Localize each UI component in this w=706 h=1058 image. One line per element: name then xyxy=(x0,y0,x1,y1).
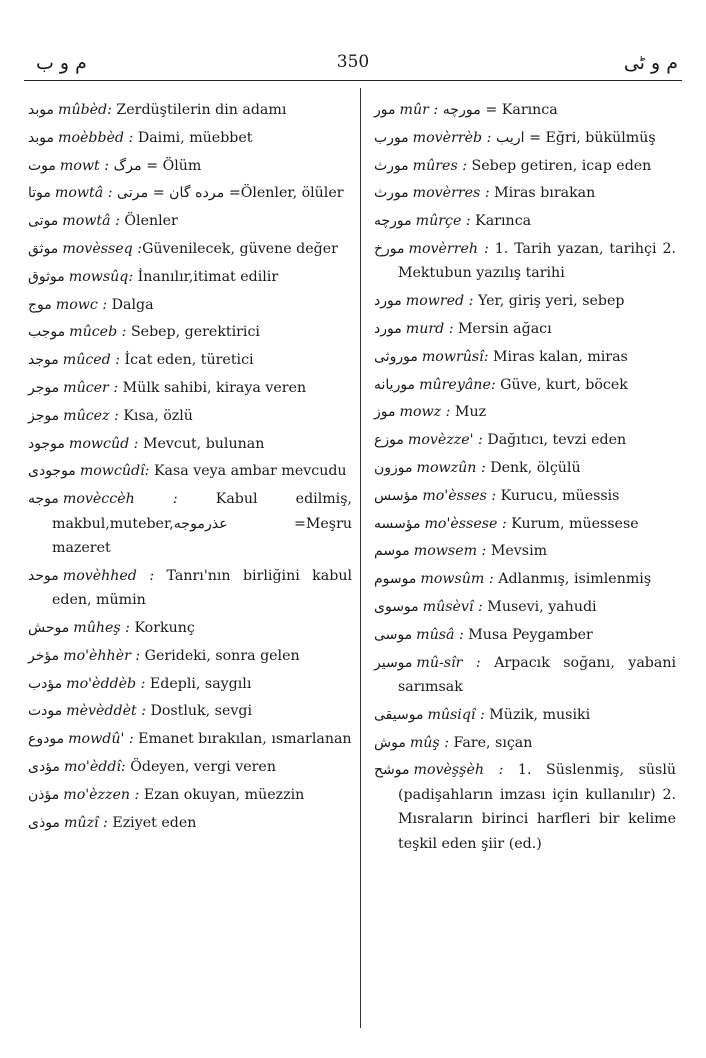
entry-headword: mèvèddèt : xyxy=(66,703,146,720)
dictionary-entry xyxy=(28,783,352,807)
entry-arabic-script: موشح xyxy=(374,762,410,779)
entry-definition: Dalga xyxy=(107,296,154,313)
entry-headword: movèzze' : xyxy=(407,432,483,449)
dictionary-entry xyxy=(28,320,352,344)
entry-headword: mowz : xyxy=(399,404,451,421)
entry-definition: مورچه = Karınca xyxy=(438,102,558,118)
entry-arabic-script: مورث xyxy=(374,157,409,174)
dictionary-entry xyxy=(374,623,676,647)
entry-arabic-script: موبد xyxy=(28,129,54,146)
dictionary-entry xyxy=(28,293,352,317)
entry-headword: murd : xyxy=(405,320,454,337)
dictionary-entry xyxy=(374,731,676,755)
entry-definition: Adlanmış, isimlenmiş xyxy=(493,571,652,588)
entry-arabic-script: مؤسسه xyxy=(374,515,421,532)
entry-arabic-script: موزع xyxy=(374,432,404,449)
entry-arabic-script: موحد xyxy=(28,567,59,584)
left-column xyxy=(28,98,352,838)
dictionary-entry xyxy=(374,651,676,700)
page-header xyxy=(28,52,678,76)
dictionary-entry xyxy=(374,237,676,286)
entry-definition: Miras kalan, miras xyxy=(488,348,628,365)
entry-headword: movèrreh : xyxy=(408,240,489,257)
entry-headword: mo'èddî: xyxy=(63,758,126,775)
entry-arabic-script: موسیقی xyxy=(374,706,424,723)
header-left-letters: م و ب xyxy=(36,52,87,74)
entry-arabic-script: موزون xyxy=(374,459,413,476)
entry-headword: mûres : xyxy=(412,157,468,174)
entry-definition: Mülk sahibi, kiraya veren xyxy=(118,379,307,396)
dictionary-entry xyxy=(374,484,676,508)
entry-definition: Güvenilecek, güvene değer xyxy=(142,240,338,257)
entry-definition: Musevi, yahudi xyxy=(482,598,597,615)
entry-definition: Daimi, müebbet xyxy=(133,129,253,146)
entry-definition: Miras bırakan xyxy=(489,185,596,202)
entry-arabic-script: موجر xyxy=(28,379,60,396)
entry-headword: moèbbèd : xyxy=(57,129,134,146)
dictionary-entry xyxy=(374,456,676,480)
entry-headword: movèccèh : xyxy=(62,491,178,508)
entry-definition: Mevcut, bulunan xyxy=(138,435,265,452)
dictionary-entry xyxy=(374,209,676,233)
entry-definition: Edepli, saygılı xyxy=(145,675,252,692)
dictionary-entry xyxy=(28,209,352,233)
entry-definition: Güve, kurt, böcek xyxy=(495,376,628,393)
page-number: 350 xyxy=(336,52,370,72)
entry-definition: Dostluk, sevgi xyxy=(145,703,252,720)
dictionary-entry xyxy=(374,181,676,205)
entry-headword: mowdû' : xyxy=(68,731,134,748)
dictionary-entry xyxy=(374,154,676,178)
entry-arabic-script: مورد xyxy=(374,320,402,337)
entry-arabic-script: مورث xyxy=(374,185,409,202)
entry-arabic-script: موش xyxy=(374,734,406,751)
right-column xyxy=(374,98,676,859)
entry-definition: Sebep getiren, icap eden xyxy=(467,157,652,174)
dictionary-entry xyxy=(28,154,352,178)
dictionary-entry xyxy=(374,512,676,536)
entry-arabic-script: مورچه xyxy=(374,213,412,230)
entry-arabic-script: موز xyxy=(374,404,396,421)
entry-definition: Kasa veya ambar mevcudu xyxy=(149,463,347,480)
entry-arabic-script: موسیر xyxy=(374,654,413,671)
entry-definition: Sebep, gerektirici xyxy=(126,324,260,341)
entry-definition: Muz xyxy=(450,404,487,421)
entry-arabic-script: موتا xyxy=(28,185,51,202)
entry-definition: Korkunç xyxy=(129,619,195,636)
entry-arabic-script: موجب xyxy=(28,324,66,341)
entry-headword: movèsseq : xyxy=(62,240,143,257)
entry-headword: mûş : xyxy=(409,734,449,751)
entry-arabic-script: موتی xyxy=(28,213,59,230)
entry-headword: mûreyâne: xyxy=(419,376,496,393)
column-divider xyxy=(360,88,361,1028)
dictionary-entry xyxy=(374,317,676,341)
entry-arabic-script: مودت xyxy=(28,703,63,720)
entry-headword: mûsâ : xyxy=(416,626,464,643)
dictionary-entry xyxy=(374,595,676,619)
entry-headword: mûcer : xyxy=(63,379,119,396)
entry-definition: Kurum, müessese xyxy=(506,515,639,532)
entry-arabic-script: موجه xyxy=(28,491,59,508)
dictionary-entry xyxy=(374,703,676,727)
entry-definition: Kabul edilmiş, makbul,muteber,عذرموجه =Meşru mazeret xyxy=(52,491,353,556)
entry-headword: mowcûdî: xyxy=(79,463,150,480)
dictionary-entry xyxy=(28,348,352,372)
dictionary-entry xyxy=(28,811,352,835)
entry-arabic-script: موجود xyxy=(28,435,65,452)
entry-arabic-script: مودوع xyxy=(28,731,65,748)
entry-definition: Eziyet eden xyxy=(107,814,197,831)
entry-headword: mûr : xyxy=(399,102,439,118)
dictionary-entry xyxy=(374,289,676,313)
entry-headword: mowrûsî: xyxy=(421,348,489,365)
entry-arabic-script: موثق xyxy=(28,240,59,257)
entry-definition: Arpacık soğanı, yabani sarımsak xyxy=(398,654,676,695)
entry-headword: mowzûn : xyxy=(416,459,486,476)
dictionary-entry xyxy=(374,373,676,397)
entry-arabic-script: مورب xyxy=(374,129,409,146)
entry-arabic-script: موسوم xyxy=(374,571,417,588)
entry-definition: Müzik, musiki xyxy=(484,706,591,723)
entry-definition: 1. Süslenmiş, süslü (padişahların imzası için kullanılır) 2. Mısraların birinci harfleri bir kelime teşkil eden şiir (ed.) xyxy=(398,762,676,852)
entry-arabic-script: مؤدب xyxy=(28,675,63,692)
entry-definition: Musa Peygamber xyxy=(463,626,593,643)
dictionary-entry xyxy=(28,376,352,400)
entry-definition: Ölenler xyxy=(119,213,178,230)
dictionary-entry xyxy=(374,758,676,856)
entry-definition: Zerdüştilerin din adamı xyxy=(111,102,287,118)
entry-arabic-script: مؤسس xyxy=(374,487,419,504)
entry-definition: Denk, ölçülü xyxy=(485,459,581,476)
dictionary-entry xyxy=(28,672,352,696)
entry-definition: اریب = Eğri, bükülmüş xyxy=(491,129,656,146)
entry-headword: mo'èzzen : xyxy=(63,786,140,803)
dictionary-entry xyxy=(28,98,352,122)
header-rule xyxy=(24,80,682,81)
dictionary-entry xyxy=(374,98,676,122)
dictionary-entry xyxy=(28,564,352,613)
dictionary-entry xyxy=(28,699,352,723)
entry-headword: mowsûq: xyxy=(68,268,134,285)
entry-arabic-script: موجز xyxy=(28,407,60,424)
entry-headword: mowt : xyxy=(59,157,110,174)
entry-arabic-script: موجودی xyxy=(28,463,76,480)
entry-arabic-script: موثوق xyxy=(28,268,65,285)
entry-headword: mûzî : xyxy=(63,814,108,831)
entry-headword: mo'èssese : xyxy=(424,515,507,532)
entry-definition: Karınca xyxy=(470,213,532,230)
entry-arabic-script: موریانه xyxy=(374,376,416,393)
entry-definition: Kısa, özlü xyxy=(118,407,193,424)
entry-arabic-script: مؤخر xyxy=(28,647,60,664)
entry-definition: İnanılır,itimat edilir xyxy=(133,268,279,285)
entry-headword: movèhhed : xyxy=(62,567,155,584)
entry-arabic-script: موروثی xyxy=(374,348,418,365)
dictionary-entry xyxy=(28,237,352,261)
dictionary-entry xyxy=(374,539,676,563)
entry-headword: mo'èhhèr : xyxy=(63,647,141,664)
entry-headword: mowsem : xyxy=(413,543,487,560)
header-right-letters: م و ٹی xyxy=(623,52,678,74)
entry-headword: mowred : xyxy=(405,293,474,310)
entry-arabic-script: موجد xyxy=(28,352,59,369)
entry-headword: mûced : xyxy=(62,352,121,369)
dictionary-entry xyxy=(28,755,352,779)
entry-definition: Fare, sıçan xyxy=(449,734,533,751)
entry-definition: 1. Tarih yazan, tarihçi 2. Mektubun yazılış tarihi xyxy=(398,240,676,282)
entry-headword: movèrrèb : xyxy=(412,129,492,146)
dictionary-entry xyxy=(374,400,676,424)
dictionary-entry xyxy=(28,404,352,428)
entry-arabic-script: مورخ xyxy=(374,240,405,257)
entry-arabic-script: مورد xyxy=(374,293,402,310)
dictionary-entry xyxy=(28,459,352,483)
entry-headword: mû-sîr : xyxy=(416,654,481,671)
entry-headword: mûsiqî : xyxy=(427,706,485,723)
entry-headword: mowcûd : xyxy=(68,435,139,452)
entry-arabic-script: موحش xyxy=(28,619,70,636)
entry-headword: mowsûm : xyxy=(420,571,494,588)
entry-headword: mo'èsses : xyxy=(422,487,497,504)
entry-headword: mûceb : xyxy=(69,324,127,341)
entry-definition: Kurucu, müessis xyxy=(496,487,620,504)
dictionary-entry xyxy=(374,126,676,150)
dictionary-entry xyxy=(28,265,352,289)
dictionary-entry xyxy=(28,644,352,668)
entry-headword: mûrçe : xyxy=(415,213,471,230)
dictionary-entry xyxy=(374,567,676,591)
entry-arabic-script: مؤذن xyxy=(28,786,60,803)
entry-arabic-script: مور xyxy=(374,102,396,118)
entry-headword: mo'èddèb : xyxy=(66,675,146,692)
entry-definition: Gerideki, sonra gelen xyxy=(140,647,300,664)
dictionary-entry xyxy=(28,616,352,640)
entry-headword: mûbèd: xyxy=(57,102,112,118)
entry-definition: مرگ = Ölüm xyxy=(109,157,202,174)
entry-headword: mûcez : xyxy=(63,407,119,424)
entry-arabic-script: مؤدی xyxy=(28,758,60,775)
entry-definition: Ezan okuyan, müezzin xyxy=(139,786,305,803)
entry-headword: mûheş : xyxy=(73,619,130,636)
dictionary-entry xyxy=(28,126,352,150)
dictionary-entry xyxy=(28,432,352,456)
entry-headword: movèşşèh : xyxy=(413,762,504,779)
entry-arabic-script: موج xyxy=(28,296,52,313)
entry-definition: مرده گان = مرتی =Ölenler, ölüler xyxy=(112,185,344,202)
dictionary-entry xyxy=(374,345,676,369)
entry-arabic-script: موذی xyxy=(28,814,60,831)
entry-definition: Emanet bırakılan, ısmarlanan xyxy=(133,731,352,748)
entry-definition: Yer, giriş yeri, sebep xyxy=(473,293,625,310)
entry-arabic-script: موبد xyxy=(28,102,54,118)
entry-definition: Mevsim xyxy=(486,543,548,560)
entry-headword: mowtâ : xyxy=(62,213,120,230)
dictionary-entry xyxy=(28,487,352,560)
entry-definition: İcat eden, türetici xyxy=(120,352,254,369)
entry-definition: Dağıtıcı, tevzi eden xyxy=(482,432,627,449)
entry-headword: movèrres : xyxy=(412,185,490,202)
entry-definition: Ödeyen, vergi veren xyxy=(125,758,276,775)
dictionary-entry xyxy=(28,727,352,751)
dictionary-entry xyxy=(28,181,352,205)
entry-definition: Mersin ağacı xyxy=(453,320,552,337)
entry-arabic-script: موت xyxy=(28,157,56,174)
dictionary-entry xyxy=(374,428,676,452)
entry-arabic-script: موسوی xyxy=(374,598,419,615)
entry-arabic-script: موسی xyxy=(374,626,413,643)
entry-headword: mowtâ : xyxy=(54,185,113,202)
entry-arabic-script: موسم xyxy=(374,543,410,560)
entry-headword: mowc : xyxy=(55,296,108,313)
entry-headword: mûsèvî : xyxy=(422,598,483,615)
entry-definition: Tanrı'nın birliğini kabul eden, mümin xyxy=(52,567,352,609)
